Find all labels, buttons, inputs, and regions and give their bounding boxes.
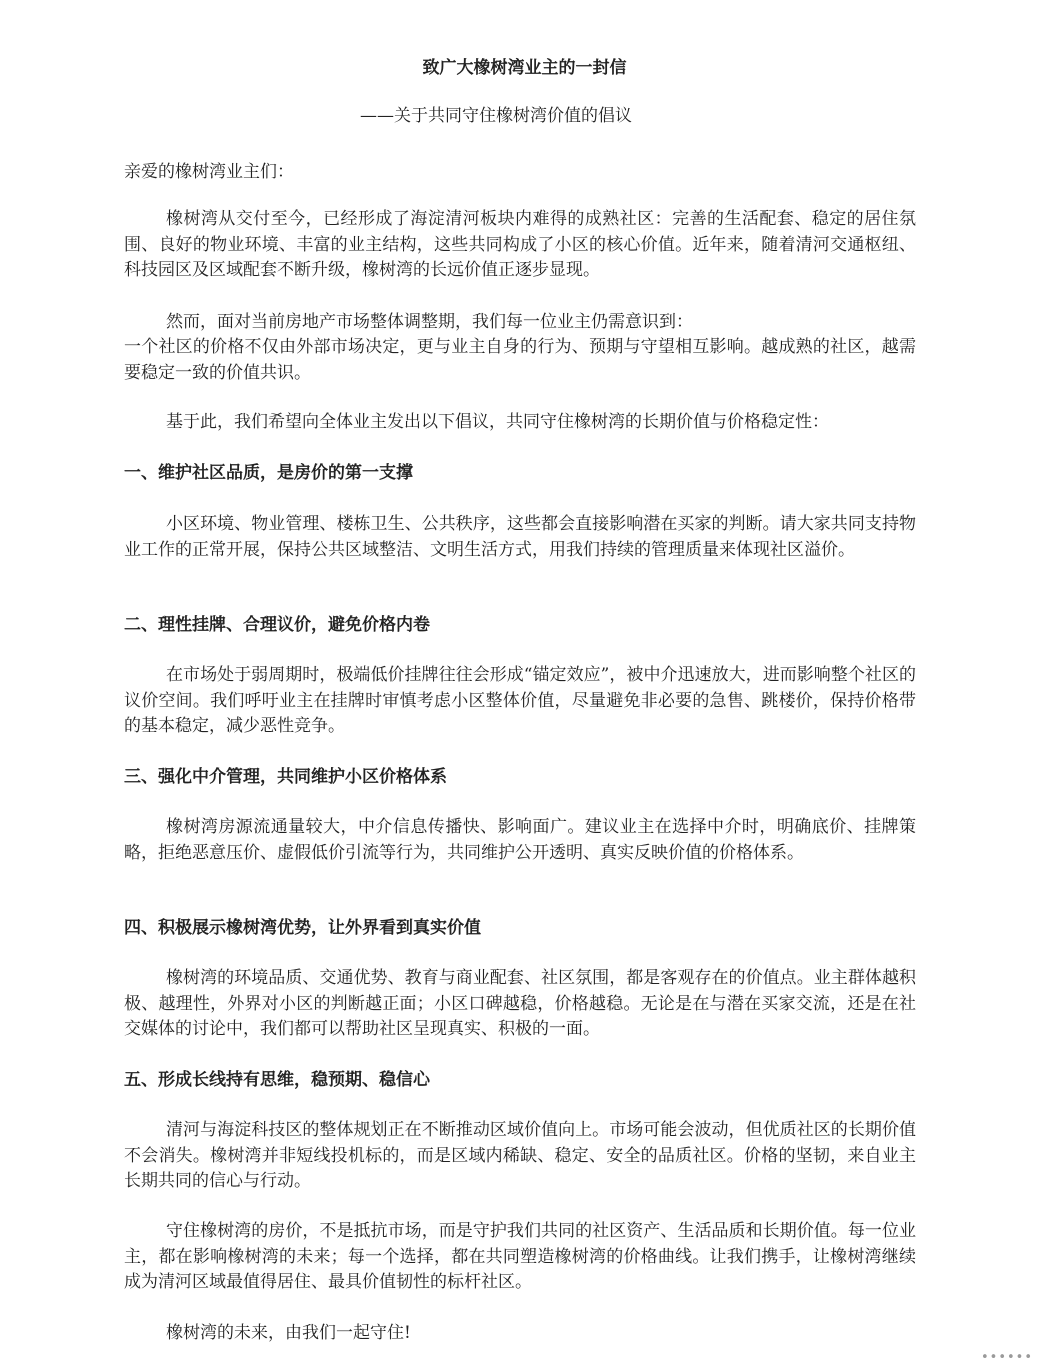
letter-subtitle: ——关于共同守住橡树湾价值的倡议 <box>360 106 632 126</box>
section-1-body: 小区环境、物业管理、楼栋卫生、公共秩序，这些都会直接影响潜在买家的判断。请大家共同支持物业工作的正常开展，保持公共区域整洁、文明生活方式，用我们持续的管理质量来体现社区溢价。 <box>124 514 916 560</box>
closing-paragraph: 守住橡树湾的房价，不是抵抗市场，而是守护我们共同的社区资产、生活品质和长期价值。每一位业主，都在影响橡树湾的未来；每一个选择，都在共同塑造橡树湾的价格曲线。让我们携手，让橡树湾继续成为清河区域最值得居住、最具价值韧性的标杆社区。 <box>124 1221 916 1292</box>
section-5-heading: 五、形成长线持有思维，稳预期、稳信心 <box>124 1070 430 1090</box>
intro-paragraph-1: 橡树湾从交付至今，已经形成了海淀清河板块内难得的成熟社区：完善的生活配套、稳定的居住氛围、良好的物业环境、丰富的业主结构，这些共同构成了小区的核心价值。近年来，随着清河交通枢纽、科技园区及区域配套不断升级，橡树湾的长远价值正逐步显现。 <box>124 209 916 280</box>
watermark: •••••• <box>980 1350 1033 1365</box>
section-2-heading: 二、理性挂牌、合理议价，避免价格内卷 <box>124 615 430 635</box>
intro-paragraph-3: 一个社区的价格不仅由外部市场决定，更与业主自身的行为、预期与守望相互影响。越成熟的社区，越需要稳定一致的价值共识。 <box>124 337 916 383</box>
letter-title: 致广大橡树湾业主的一封信 <box>422 58 627 78</box>
section-5-body: 清河与海淀科技区的整体规划正在不断推动区域价值向上。市场可能会波动，但优质社区的长期价值不会消失。橡树湾并非短线投机标的，而是区域内稀缺、稳定、安全的品质社区。价格的坚韧，来自业主长期共同的信心与行动。 <box>124 1120 916 1191</box>
closing-sign-off: 橡树湾的未来，由我们一起守住! <box>166 1323 411 1343</box>
intro-paragraph-4: 基于此，我们希望向全体业主发出以下倡议，共同守住橡树湾的长期价值与价格稳定性： <box>166 412 829 432</box>
section-4-body: 橡树湾的环境品质、交通优势、教育与商业配套、社区氛围，都是客观存在的价值点。业主群体越积极、越理性，外界对小区的判断越正面；小区口碑越稳，价格越稳。无论是在与潜在买家交流，还是在社交媒体的讨论中，我们都可以帮助社区呈现真实、积极的一面。 <box>124 968 916 1039</box>
section-3-body: 橡树湾房源流通量较大，中介信息传播快、影响面广。建议业主在选择中介时，明确底价、挂牌策略，拒绝恶意压价、虚假低价引流等行为，共同维护公开透明、真实反映价值的价格体系。 <box>124 817 916 863</box>
section-1-heading: 一、维护社区品质，是房价的第一支撑 <box>124 463 413 483</box>
intro-paragraph-2: 然而，面对当前房地产市场整体调整期，我们每一位业主仍需意识到： <box>166 312 693 332</box>
section-2-body: 在市场处于弱周期时，极端低价挂牌往往会形成“锚定效应”，被中介迅速放大，进而影响整个社区的议价空间。我们呼吁业主在挂牌时审慎考虑小区整体价值，尽量避免非必要的急售、跳楼价，保持价格带的基本稳定，减少恶性竞争。 <box>124 665 916 736</box>
section-3-heading: 三、强化中介管理，共同维护小区价格体系 <box>124 767 447 787</box>
greeting: 亲爱的橡树湾业主们： <box>124 162 294 182</box>
section-4-heading: 四、积极展示橡树湾优势，让外界看到真实价值 <box>124 918 481 938</box>
